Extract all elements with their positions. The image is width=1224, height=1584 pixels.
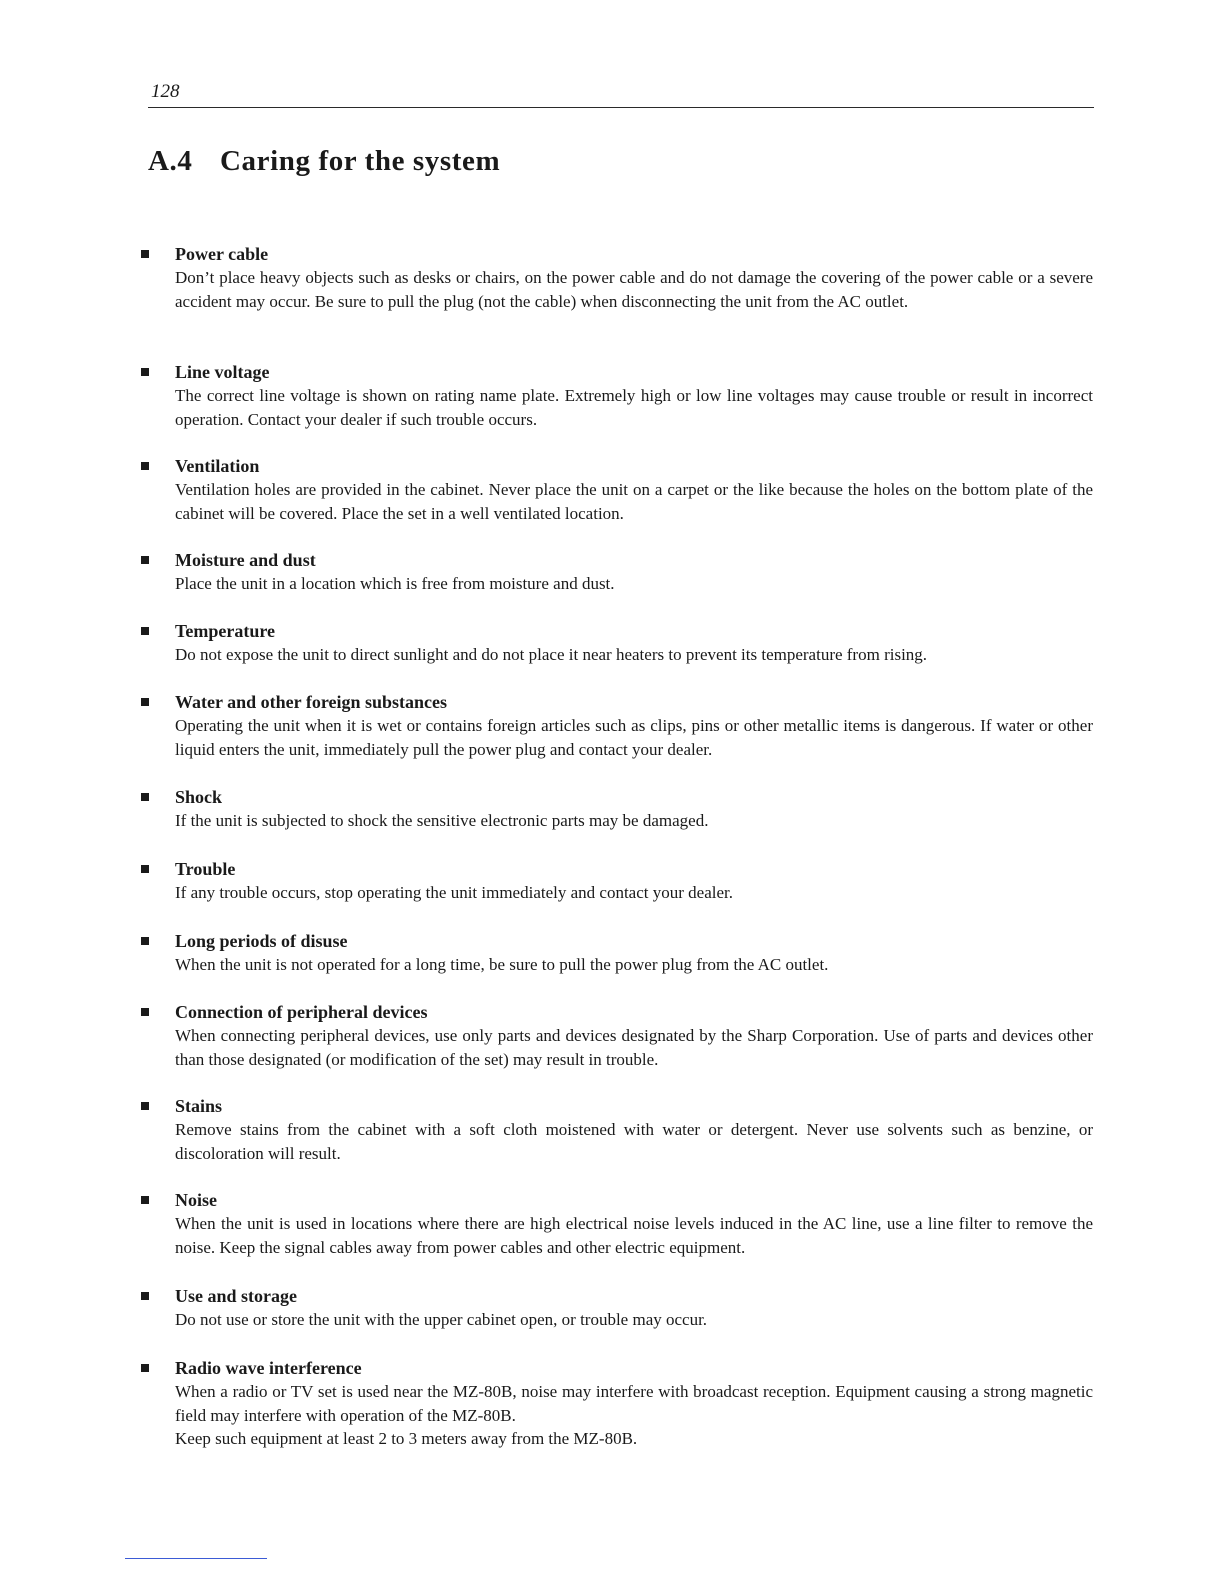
list-item xyxy=(175,1356,1093,1451)
item-heading: Noise xyxy=(175,1190,217,1210)
bullet-icon xyxy=(141,865,149,873)
list-item xyxy=(175,1188,1093,1259)
list-item xyxy=(175,242,1093,313)
bullet-icon xyxy=(141,368,149,376)
item-body: Ventilation holes are provided in the cabinet. Never place the unit on a carpet or the like because the holes on the bottom plate of the cabinet will be covered. Place the set in a well ventilated location. xyxy=(175,480,1093,523)
list-item xyxy=(175,1000,1093,1071)
list-item xyxy=(175,548,1093,596)
list-item xyxy=(175,785,1093,833)
item-heading: Shock xyxy=(175,787,223,807)
item-heading: Long periods of disuse xyxy=(175,931,348,951)
item-body: Place the unit in a location which is free from moisture and dust. xyxy=(175,574,615,593)
item-body: When the unit is not operated for a long time, be sure to pull the power plug from the AC outlet. xyxy=(175,955,829,974)
list-item xyxy=(175,1284,1093,1332)
item-heading: Ventilation xyxy=(175,456,260,476)
footnote-rule xyxy=(125,1558,267,1559)
item-heading: Moisture and dust xyxy=(175,550,316,570)
bullet-icon xyxy=(141,698,149,706)
item-heading: Temperature xyxy=(175,621,275,641)
list-item xyxy=(175,454,1093,525)
item-body: The correct line voltage is shown on rating name plate. Extremely high or low line voltages may cause trouble or result in incorrect operation. Contact your dealer if such trouble occurs. xyxy=(175,386,1093,429)
bullet-icon xyxy=(141,1196,149,1204)
item-heading: Power cable xyxy=(175,244,269,264)
bullet-icon xyxy=(141,793,149,801)
list-item xyxy=(175,690,1093,761)
item-heading: Line voltage xyxy=(175,362,270,382)
item-body: If the unit is subjected to shock the sensitive electronic parts may be damaged. xyxy=(175,811,709,830)
list-item xyxy=(175,929,1093,977)
item-body: Keep such equipment at least 2 to 3 meters away from the MZ-80B. xyxy=(175,1429,638,1448)
bullet-icon xyxy=(141,462,149,470)
bullet-icon xyxy=(141,1364,149,1372)
bullet-icon xyxy=(141,1102,149,1110)
bullet-icon xyxy=(141,1008,149,1016)
item-heading: Stains xyxy=(175,1096,223,1116)
item-body: Don’t place heavy objects such as desks or chairs, on the power cable and do not damage the covering of the power cable or a severe accident may occur. Be sure to pull the plug (not the cable) when disconnecting the unit from the AC outlet. xyxy=(175,268,1093,311)
section-title-text: Caring for the system xyxy=(220,145,501,177)
item-heading: Use and storage xyxy=(175,1286,297,1306)
list-item xyxy=(175,619,1093,667)
bullet-icon xyxy=(141,1292,149,1300)
bullet-icon xyxy=(141,937,149,945)
list-item xyxy=(175,857,1093,905)
item-body: Do not expose the unit to direct sunlight and do not place it near heaters to prevent its temperature from rising. xyxy=(175,645,928,664)
list-item xyxy=(175,1094,1093,1165)
item-heading: Water and other foreign substances xyxy=(175,692,448,712)
item-heading: Trouble xyxy=(175,859,236,879)
list-item xyxy=(175,360,1093,431)
item-body: When a radio or TV set is used near the MZ-80B, noise may interfere with broadcast reception. Equipment causing a strong magnetic field may interfere with operation of the MZ-80B. xyxy=(175,1382,1093,1425)
bullet-icon xyxy=(141,627,149,635)
item-body: Remove stains from the cabinet with a soft cloth moistened with water or detergent. Never use solvents such as benzine, or discoloration will result. xyxy=(175,1120,1093,1163)
item-body: Do not use or store the unit with the upper cabinet open, or trouble may occur. xyxy=(175,1310,708,1329)
bullet-icon xyxy=(141,250,149,258)
item-heading: Connection of peripheral devices xyxy=(175,1002,428,1022)
bullet-icon xyxy=(141,556,149,564)
item-body: When the unit is used in locations where there are high electrical noise levels induced in the AC line, use a line filter to remove the noise. Keep the signal cables away from power cables and other electric equipment. xyxy=(175,1214,1093,1257)
page-number: 128 xyxy=(151,81,180,102)
item-body: Operating the unit when it is wet or contains foreign articles such as clips, pins or other metallic items is dangerous. If water or other liquid enters the unit, immediately pull the power plug and contact your dealer. xyxy=(175,716,1093,759)
item-body: If any trouble occurs, stop operating the unit immediately and contact your dealer. xyxy=(175,883,733,902)
section-number: A.4 xyxy=(148,145,193,177)
item-body: When connecting peripheral devices, use only parts and devices designated by the Sharp Corporation. Use of parts and devices other than those designated (or modification of the set) may result in trouble. xyxy=(175,1026,1093,1069)
item-heading: Radio wave interference xyxy=(175,1358,362,1378)
